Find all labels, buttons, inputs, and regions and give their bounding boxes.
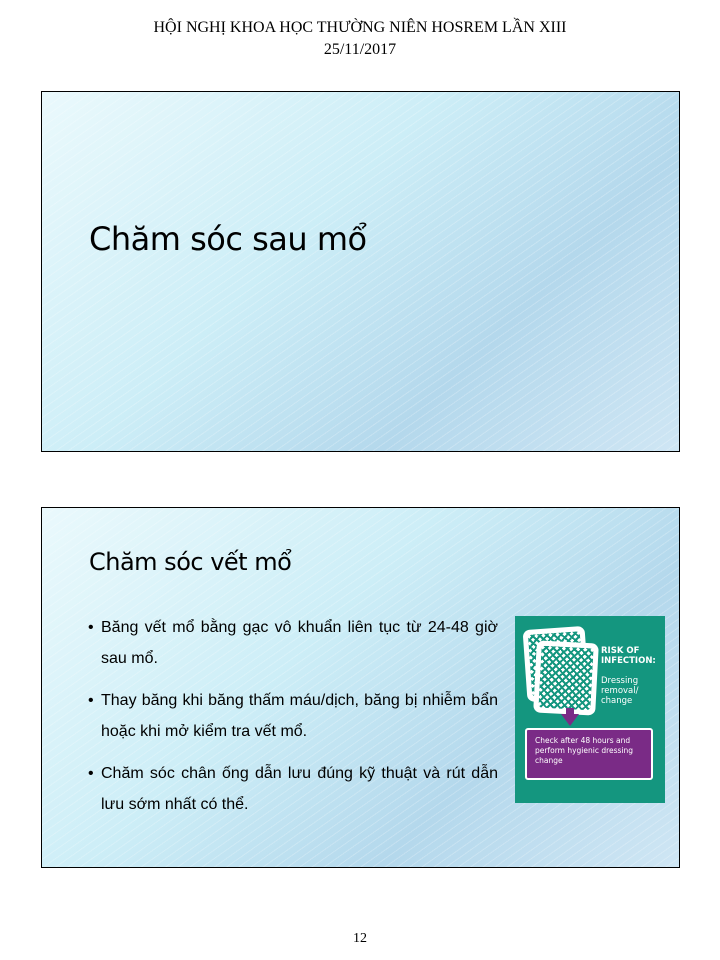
check-callout	[525, 728, 653, 780]
arrow-down-icon	[561, 714, 579, 726]
conference-date: 25/11/2017	[323, 41, 397, 58]
bullet-item: • Thay băng khi băng thấm máu/dịch, băng bị nhiễm bẩn hoặc khi mở kiểm tra vết mổ.	[88, 685, 498, 747]
slide-section-title	[41, 91, 680, 452]
slide-title: Chăm sóc vết mổ	[89, 548, 292, 576]
conference-title: HỘI NGHỊ KHOA HỌC THƯỜNG NIÊN HOSREM LẦN XIII	[153, 19, 567, 36]
page-header	[0, 17, 720, 61]
page-number: 12	[353, 931, 367, 946]
check-text: Check after 48 hours and perform hygienic dressing change	[535, 736, 634, 765]
bullet-item: • Chăm sóc chân ống dẫn lưu đúng kỹ thuật và rút dẫn lưu sớm nhất có thể.	[88, 758, 498, 820]
dressing-pad-icon	[533, 640, 599, 715]
risk-label: RISK OF INFECTION:	[601, 646, 656, 666]
dressing-label: Dressing removal/ change	[601, 676, 639, 706]
slide-wound-care	[41, 507, 680, 868]
slide-title: Chăm sóc sau mổ	[89, 220, 367, 258]
infection-risk-figure	[515, 616, 665, 803]
bullet-list	[88, 612, 498, 831]
bullet-item: • Băng vết mổ bằng gạc vô khuẩn liên tục từ 24-48 giờ sau mổ.	[88, 612, 498, 674]
